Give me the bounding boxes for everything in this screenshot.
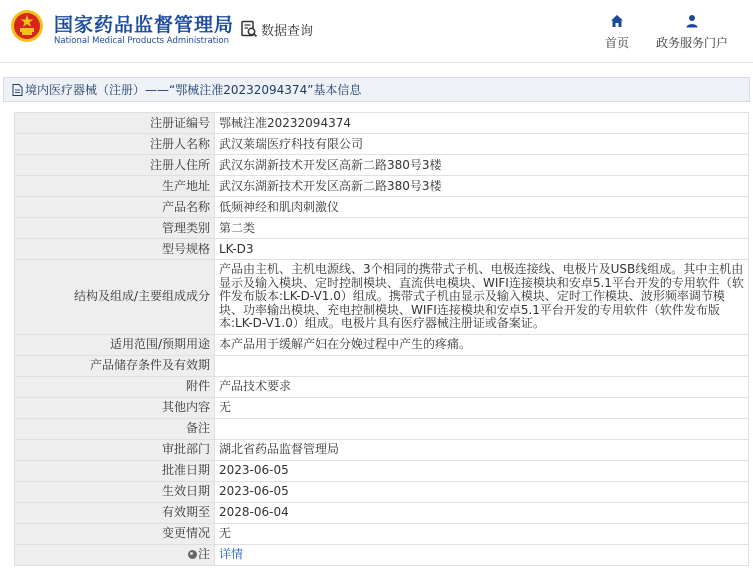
note-label xyxy=(188,547,210,562)
row-value: 产品由主机、主机电源线、3个相同的携带式子机、电极连接线、电极片及USB线组成。其中主机由显示及输入模块、定时控制模块、直流供电模块、WIFI连接模块和安卓5.1平台开发的专用软件（软件发布版本:LK-D-V1.0）组成。携带式子机由显示及输入模块、定时工作模块、波形频率调节模块、功率输出模块、充电控制模块、WIFI连接模块和安卓5.1平台开发的专用软件（软件发布版本:LK-D-V1.0）组成。电极片具有医疗器械注册证或备案证。 xyxy=(215,260,749,335)
row-value: 湖北省药品监督管理局 xyxy=(215,439,749,460)
data-query-label: 数据查询 xyxy=(261,23,314,39)
row-value xyxy=(215,418,749,439)
note-value-cell xyxy=(215,544,749,565)
row-label: 其他内容 xyxy=(15,397,215,418)
row-value: 2023-06-05 xyxy=(215,460,749,481)
table-row xyxy=(15,355,749,376)
row-value: 本产品用于缓解产妇在分娩过程中产生的疼痛。 xyxy=(215,334,749,355)
table-row xyxy=(15,502,749,523)
row-value: 无 xyxy=(215,397,749,418)
table-row xyxy=(15,176,749,197)
row-label: 附件 xyxy=(15,376,215,397)
table-row xyxy=(15,155,749,176)
table-row xyxy=(15,481,749,502)
pin-icon xyxy=(188,550,197,559)
row-value xyxy=(215,355,749,376)
row-value: LK-D3 xyxy=(215,239,749,260)
nav-home[interactable] xyxy=(603,14,631,51)
row-label: 审批部门 xyxy=(15,439,215,460)
row-value: 武汉东湖新技术开发区高新二路380号3楼 xyxy=(215,155,749,176)
national-emblem-icon xyxy=(10,9,44,43)
table-row xyxy=(15,418,749,439)
table-row xyxy=(15,397,749,418)
data-query-link[interactable] xyxy=(240,19,313,39)
record-title-bar xyxy=(3,77,750,102)
row-label: 生产地址 xyxy=(15,176,215,197)
row-label: 结构及组成/主要组成成分 xyxy=(15,260,215,335)
row-label: 注册人名称 xyxy=(15,134,215,155)
details-table xyxy=(14,112,749,566)
table-row xyxy=(15,439,749,460)
row-value: 武汉莱瑞医疗科技有限公司 xyxy=(215,134,749,155)
row-value: 武汉东湖新技术开发区高新二路380号3楼 xyxy=(215,176,749,197)
site-header xyxy=(0,0,753,63)
note-label-cell xyxy=(15,544,215,565)
site-logo-subtitle: National Medical Products Administration xyxy=(54,36,229,46)
row-value: 鄂械注准20232094374 xyxy=(215,113,749,134)
record-title: 境内医疗器械（注册）——“鄂械注准20232094374”基本信息 xyxy=(25,83,362,97)
table-row xyxy=(15,134,749,155)
table-row xyxy=(15,197,749,218)
document-icon xyxy=(12,84,23,96)
home-icon xyxy=(610,14,624,28)
row-label: 注册人住所 xyxy=(15,155,215,176)
table-row xyxy=(15,523,749,544)
user-icon xyxy=(685,14,699,28)
row-label: 变更情况 xyxy=(15,523,215,544)
row-label: 型号规格 xyxy=(15,239,215,260)
site-logo-title[interactable]: 国家药品监督管理局 xyxy=(54,14,235,36)
nav-gov-services[interactable] xyxy=(652,14,732,51)
details-link[interactable]: 详情 xyxy=(219,547,244,562)
note-label-text: 注 xyxy=(197,546,210,561)
row-value: 无 xyxy=(215,523,749,544)
row-label: 适用范围/预期用途 xyxy=(15,334,215,355)
row-label: 管理类别 xyxy=(15,218,215,239)
nav-gov-services-label: 政务服务门户 xyxy=(655,36,728,50)
table-row xyxy=(15,239,749,260)
row-label: 注册证编号 xyxy=(15,113,215,134)
row-value: 第二类 xyxy=(215,218,749,239)
table-row xyxy=(15,460,749,481)
row-label: 备注 xyxy=(15,418,215,439)
table-row xyxy=(15,218,749,239)
row-label: 批准日期 xyxy=(15,460,215,481)
table-row xyxy=(15,376,749,397)
row-label: 生效日期 xyxy=(15,481,215,502)
data-search-icon xyxy=(240,20,258,38)
table-row-note xyxy=(15,544,749,565)
row-value: 低频神经和肌肉刺激仪 xyxy=(215,197,749,218)
row-label: 产品名称 xyxy=(15,197,215,218)
row-label: 产品储存条件及有效期 xyxy=(15,355,215,376)
nav-home-label: 首页 xyxy=(604,36,629,50)
table-row xyxy=(15,113,749,134)
row-value: 2028-06-04 xyxy=(215,502,749,523)
table-row xyxy=(15,334,749,355)
row-value: 产品技术要求 xyxy=(215,376,749,397)
row-label: 有效期至 xyxy=(15,502,215,523)
table-row xyxy=(15,260,749,335)
row-value: 2023-06-05 xyxy=(215,481,749,502)
